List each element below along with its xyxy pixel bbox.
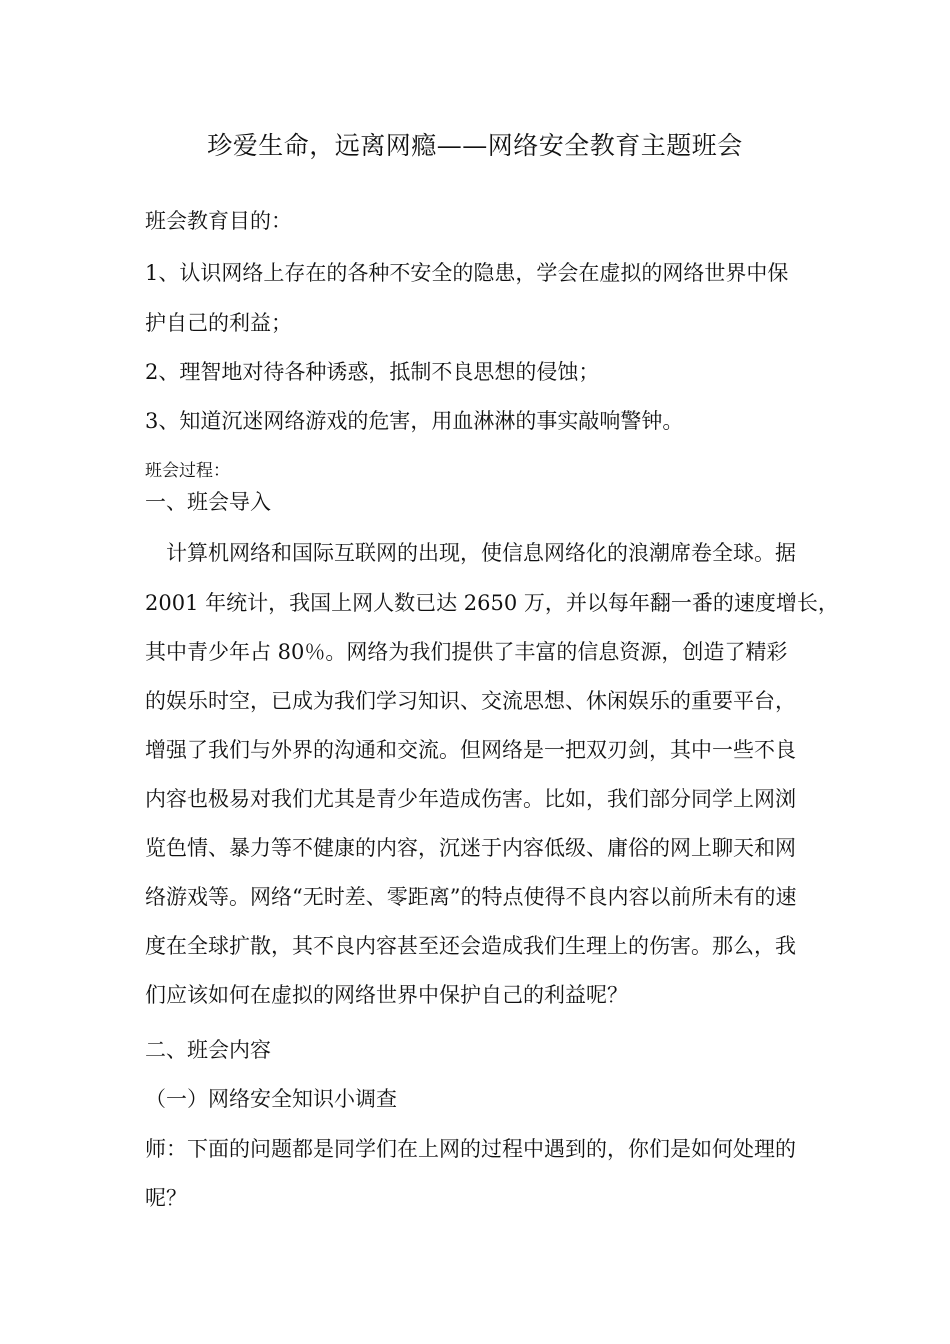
teacher-line-2: 呢？	[145, 1186, 187, 1210]
page-title: 珍爱生命，远离网瘾——网络安全教育主题班会	[207, 131, 743, 160]
intro-line: 们应该如何在虚拟的网络世界中保护自己的利益呢？	[145, 983, 628, 1007]
intro-line: 度在全球扩散，其不良内容甚至还会造成我们生理上的伤害。那么，我	[145, 934, 796, 958]
intro-line: 内容也极易对我们尤其是青少年造成伤害。比如，我们部分同学上网浏	[145, 787, 796, 811]
section-1-heading: 一、班会导入	[145, 490, 271, 514]
intro-line: 计算机网络和国际互联网的出现，使信息网络化的浪潮席卷全球。据	[145, 541, 796, 565]
intro-line: 览色情、暴力等不健康的内容，沉迷于内容低级、庸俗的网上聊天和网	[145, 836, 796, 860]
intro-line: 增强了我们与外界的沟通和交流。但网络是一把双刃剑，其中一些不良	[145, 738, 796, 762]
intro-line: 其中青少年占 80％。网络为我们提供了丰富的信息资源，创造了精彩	[145, 640, 788, 664]
objective-1-line-2: 护自己的利益；	[145, 311, 292, 335]
intro-line: 络游戏等。网络“无时差、零距离”的特点使得不良内容以前所未有的速	[145, 885, 797, 909]
intro-line: 的娱乐时空，已成为我们学习知识、交流思想、休闲娱乐的重要平台，	[145, 689, 796, 713]
objectives-heading: 班会教育目的：	[145, 209, 292, 233]
objective-3: 3、知道沉迷网络游戏的危害，用血淋淋的事实敲响警钟。	[145, 409, 684, 433]
process-heading: 班会过程：	[145, 461, 230, 481]
teacher-line-1: 师：下面的问题都是同学们在上网的过程中遇到的，你们是如何处理的	[145, 1137, 796, 1161]
objective-1-line-1: 1、认识网络上存在的各种不安全的隐患，学会在虚拟的网络世界中保	[145, 261, 789, 285]
section-2-heading: 二、班会内容	[145, 1038, 271, 1062]
subsection-1-heading: （一）网络安全知识小调查	[145, 1087, 397, 1111]
intro-line: 2001 年统计，我国上网人数已达 2650 万，并以每年翻一番的速度增长，	[145, 591, 839, 615]
objective-2: 2、理智地对待各种诱惑，抵制不良思想的侵蚀；	[145, 360, 600, 384]
